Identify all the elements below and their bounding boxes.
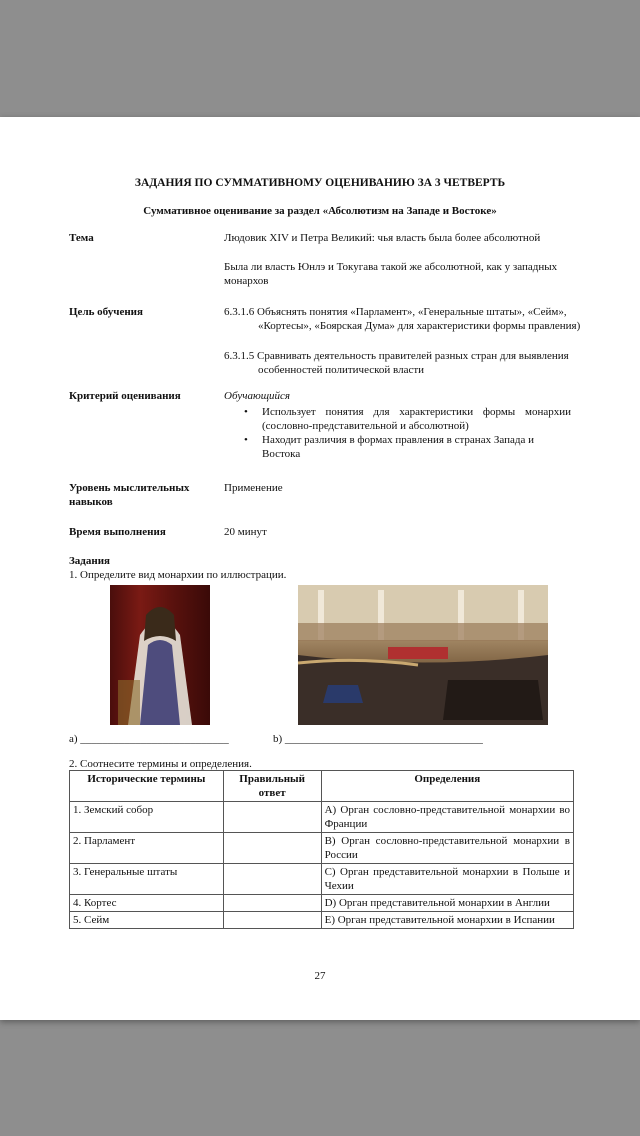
goal-item-1: 6.3.1.6 Объяснять понятия «Парламент», «Генеральные штаты», «Сейм», «Кортесы», «Боярская Дума» для характеристики формы правления) <box>224 306 581 332</box>
criteria-list <box>242 405 571 461</box>
time-value: 20 минут <box>224 526 267 538</box>
table-row <box>70 833 574 864</box>
criteria-intro: Обучающийся <box>224 390 291 402</box>
goal-label: Цель обучения <box>69 306 143 318</box>
table-header-row <box>70 771 574 802</box>
term-cell: 5. Сейм <box>70 912 224 929</box>
term-cell: 1. Земский собор <box>70 802 224 833</box>
header-definitions: Определения <box>321 771 573 802</box>
definition-cell: D) Орган представительной монархии в Англии <box>321 895 573 912</box>
criteria-bullet-1: • Использует понятия для характеристики формы монархии (сословно-представительной и абсолютной) <box>244 406 571 432</box>
skills-value: Применение <box>224 482 283 494</box>
answer-cell[interactable] <box>223 802 321 833</box>
louis-xiv-portrait-image <box>110 585 210 725</box>
goal-item-2: 6.3.1.5 Сравнивать деятельность правителей разных стран для выявления особенностей политической власти <box>224 350 569 376</box>
task-2-text: 2. Соотнесите термины и определения. <box>69 758 252 770</box>
document-page <box>0 117 640 1020</box>
matching-table <box>69 770 574 929</box>
answer-b-line[interactable]: b) ____________________________________ <box>273 733 483 745</box>
answer-a-line[interactable]: a) ___________________________ <box>69 733 229 745</box>
answer-cell[interactable] <box>223 912 321 929</box>
answer-cell[interactable] <box>223 833 321 864</box>
term-cell: 3. Генеральные штаты <box>70 864 224 895</box>
definition-cell: В) Орган сословно-представительной монархии в России <box>321 833 573 864</box>
table-row <box>70 864 574 895</box>
header-terms: Исторические термины <box>70 771 224 802</box>
term-cell: 4. Кортес <box>70 895 224 912</box>
tasks-heading: Задания <box>69 555 110 567</box>
header-answer: Правильный ответ <box>223 771 321 802</box>
answer-cell[interactable] <box>223 864 321 895</box>
term-cell: 2. Парламент <box>70 833 224 864</box>
criteria-bullet-2: • Находит различия в формах правления в странах Запада и Востока <box>244 434 534 460</box>
page-title: ЗАДАНИЯ ПО СУММАТИВНОМУ ОЦЕНИВАНИЮ ЗА 3 ЧЕТВЕРТЬ <box>134 177 506 189</box>
theme-value-2: Была ли власть Юнлэ и Токугава такой же абсолютной, как у западных монархов <box>224 261 558 287</box>
skills-label: Уровень мыслительных навыков <box>69 482 190 508</box>
theme-label: Тема <box>69 232 94 244</box>
definition-cell: С) Орган представительной монархии в Польше и Чехии <box>321 864 573 895</box>
theme-value-1: Людовик XIV и Петра Великий: чья власть была более абсолютной <box>224 232 541 244</box>
time-label: Время выполнения <box>69 526 166 538</box>
criteria-label: Критерий оценивания <box>69 390 181 402</box>
task-1-text: 1. Определите вид монархии по иллюстрации. <box>69 569 287 581</box>
page-subtitle: Суммативное оценивание за раздел «Абсолютизм на Западе и Востоке» <box>143 205 497 217</box>
table-row <box>70 895 574 912</box>
definition-cell: Е) Орган представительной монархии в Испании <box>321 912 573 929</box>
table-row <box>70 912 574 929</box>
table-row <box>70 802 574 833</box>
definition-cell: А) Орган сословно-представительной монархии во Франции <box>321 802 573 833</box>
answer-cell[interactable] <box>223 895 321 912</box>
assembly-painting-image <box>298 585 548 725</box>
page-number: 27 <box>314 970 326 982</box>
